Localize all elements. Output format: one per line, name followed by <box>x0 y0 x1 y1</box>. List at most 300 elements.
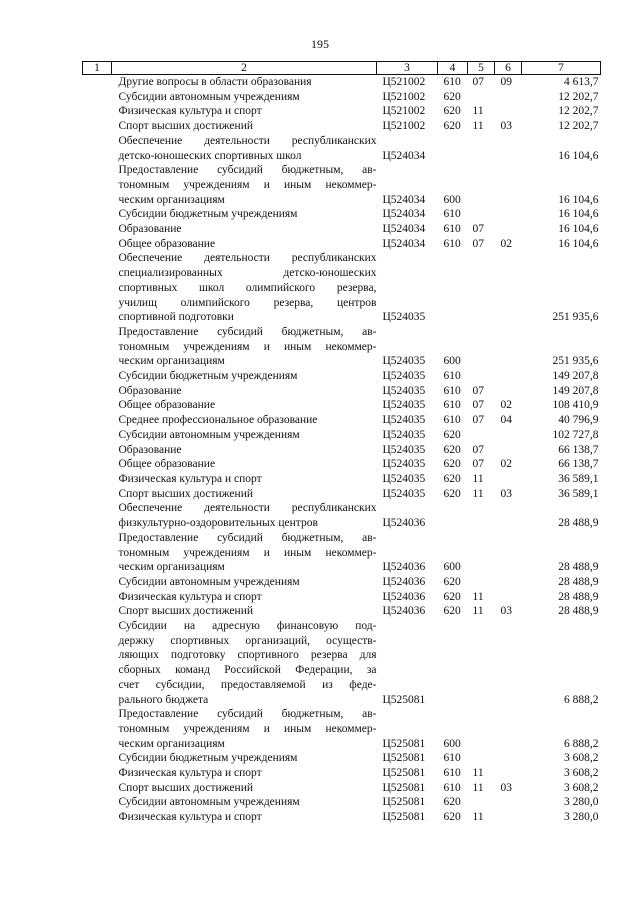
row-expense-type: 610 <box>443 370 461 383</box>
row-subsection <box>495 531 522 575</box>
table-row <box>83 75 601 90</box>
row-number-cell <box>83 795 112 810</box>
row-expense-type: 610 <box>443 208 461 221</box>
row-code: Ц524036 <box>382 561 426 574</box>
row-number-cell <box>83 810 112 825</box>
row-amount: 12 202,7 <box>558 90 599 103</box>
row-name <box>112 207 377 222</box>
row-name <box>112 795 377 810</box>
row-expense-type: 620 <box>443 590 461 603</box>
table-row <box>83 428 601 443</box>
row-name-line: Субсидии бюджетным учреждениям <box>118 370 298 383</box>
row-amount: 6 888,2 <box>564 693 599 706</box>
row-number-cell <box>83 766 112 781</box>
row-name <box>112 325 377 369</box>
row-code: Ц524036 <box>382 517 426 530</box>
row-number-cell <box>83 75 112 90</box>
row-name <box>112 237 377 252</box>
row-name <box>112 501 377 530</box>
row-section <box>468 90 495 105</box>
row-name <box>112 590 377 605</box>
row-amount: 66 138,7 <box>558 458 599 471</box>
row-amount: 40 796,9 <box>558 414 599 427</box>
row-code: Ц524036 <box>382 590 426 603</box>
row-name-line: Спорт высших достижений <box>118 781 254 794</box>
table-row <box>83 766 601 781</box>
row-subsection: 04 <box>500 414 512 427</box>
row-section <box>468 163 495 207</box>
row-amount: 16 104,6 <box>558 193 599 206</box>
row-code: Ц525081 <box>382 781 426 794</box>
row-expense-type <box>438 134 468 163</box>
row-name-line: тономным учреждениям и иным некоммер- <box>118 178 377 191</box>
row-expense-type: 610 <box>443 767 461 780</box>
header-row <box>83 62 601 75</box>
row-section <box>468 619 495 707</box>
row-section: 11 <box>472 120 484 133</box>
header-col-5: 5 <box>468 62 495 75</box>
row-number-cell <box>83 369 112 384</box>
row-name-line: Обеспечение деятельности республиканских <box>118 252 377 265</box>
row-section <box>468 751 495 766</box>
row-name-line: Субсидии автономным учреждениям <box>118 796 300 809</box>
row-name-line: ческим организациям <box>118 737 225 750</box>
table-row <box>83 575 601 590</box>
row-subsection <box>495 251 522 325</box>
row-subsection <box>495 766 522 781</box>
row-name-line: Физическая культура и спорт <box>118 472 262 485</box>
row-name <box>112 413 377 428</box>
table-row <box>83 781 601 796</box>
table-row <box>83 369 601 384</box>
table-row <box>83 501 601 530</box>
row-subsection <box>495 590 522 605</box>
row-amount: 3 280,0 <box>564 796 599 809</box>
row-number-cell <box>83 457 112 472</box>
row-code: Ц524035 <box>382 311 426 324</box>
row-amount: 3 608,2 <box>564 781 599 794</box>
row-name-line: Общее образование <box>118 458 216 471</box>
row-section: 07 <box>472 223 484 236</box>
row-subsection <box>495 104 522 119</box>
row-expense-type: 620 <box>443 472 461 485</box>
row-expense-type <box>438 251 468 325</box>
row-number-cell <box>83 325 112 369</box>
row-section: 07 <box>472 399 484 412</box>
row-name-line: Спорт высших достижений <box>118 605 254 618</box>
row-amount: 16 104,6 <box>558 208 599 221</box>
row-code: Ц524035 <box>382 472 426 485</box>
row-section <box>468 575 495 590</box>
row-amount: 12 202,7 <box>558 105 599 118</box>
row-subsection <box>495 751 522 766</box>
row-name <box>112 251 377 325</box>
row-code: Ц524034 <box>382 149 426 162</box>
row-section: 11 <box>472 590 484 603</box>
header-col-6: 6 <box>495 62 522 75</box>
page-number: 195 <box>311 37 329 51</box>
row-number-cell <box>83 575 112 590</box>
row-name-line: Физическая культура и спорт <box>118 767 262 780</box>
row-amount: 108 410,9 <box>552 399 599 412</box>
row-section: 11 <box>472 605 484 618</box>
row-code: Ц524034 <box>382 193 426 206</box>
row-amount: 149 207,8 <box>552 370 599 383</box>
row-expense-type <box>438 619 468 707</box>
row-name-line: Обеспечение деятельности республиканских <box>118 134 377 147</box>
row-number-cell <box>83 531 112 575</box>
row-number-cell <box>83 428 112 443</box>
row-subsection: 02 <box>500 237 512 250</box>
row-amount: 4 613,7 <box>564 76 599 88</box>
row-subsection: 02 <box>500 399 512 412</box>
row-number-cell <box>83 619 112 707</box>
row-section: 11 <box>472 105 484 118</box>
row-name-line: Предоставление субсидий бюджетным, ав- <box>118 708 377 721</box>
row-name-line: держку спортивных организаций, осуществ- <box>118 634 377 647</box>
row-expense-type: 620 <box>443 458 461 471</box>
row-name-line: Спорт высших достижений <box>118 120 254 133</box>
row-expense-type: 620 <box>443 575 461 588</box>
row-number-cell <box>83 384 112 399</box>
row-number-cell <box>83 398 112 413</box>
row-section: 11 <box>472 767 484 780</box>
row-code: Ц525081 <box>382 737 426 750</box>
row-number-cell <box>83 501 112 530</box>
row-code: Ц524035 <box>382 414 426 427</box>
row-subsection: 02 <box>500 458 512 471</box>
row-name-line: Общее образование <box>118 237 216 250</box>
row-subsection <box>495 428 522 443</box>
row-name <box>112 222 377 237</box>
row-name <box>112 384 377 399</box>
row-expense-type: 610 <box>443 76 461 88</box>
table-row <box>83 237 601 252</box>
table-row <box>83 104 601 119</box>
row-code: Ц524035 <box>382 355 426 368</box>
row-number-cell <box>83 590 112 605</box>
row-name <box>112 619 377 707</box>
row-amount: 12 202,7 <box>558 120 599 133</box>
row-name <box>112 766 377 781</box>
row-subsection <box>495 90 522 105</box>
row-section: 07 <box>472 237 484 250</box>
row-subsection <box>495 810 522 825</box>
row-name-line: тономным учреждениям и иным некоммер- <box>118 546 377 559</box>
row-expense-type: 620 <box>443 443 461 456</box>
row-subsection <box>495 575 522 590</box>
row-section: 11 <box>472 811 484 824</box>
row-amount: 251 935,6 <box>552 311 599 324</box>
row-section: 07 <box>472 76 484 88</box>
row-amount: 28 488,9 <box>558 561 599 574</box>
row-subsection: 03 <box>500 781 512 794</box>
row-amount: 16 104,6 <box>558 149 599 162</box>
row-subsection <box>495 369 522 384</box>
row-section <box>468 251 495 325</box>
row-code: Ц525081 <box>382 811 426 824</box>
row-code: Ц525081 <box>382 767 426 780</box>
row-number-cell <box>83 207 112 222</box>
row-section <box>468 369 495 384</box>
row-code: Ц524035 <box>382 428 426 441</box>
row-name <box>112 119 377 134</box>
row-subsection: 03 <box>500 605 512 618</box>
row-number-cell <box>83 781 112 796</box>
table-row <box>83 222 601 237</box>
row-expense-type: 620 <box>443 811 461 824</box>
table-row <box>83 457 601 472</box>
row-section: 11 <box>472 781 484 794</box>
row-amount: 66 138,7 <box>558 443 599 456</box>
table-row <box>83 531 601 575</box>
row-name-line: Субсидии на адресную финансовую под- <box>118 620 377 633</box>
row-name <box>112 428 377 443</box>
row-amount: 16 104,6 <box>558 223 599 236</box>
table-row <box>83 795 601 810</box>
row-amount: 251 935,6 <box>552 355 599 368</box>
row-code: Ц524035 <box>382 487 426 500</box>
row-number-cell <box>83 443 112 458</box>
row-subsection <box>495 384 522 399</box>
row-code: Ц521002 <box>382 76 426 88</box>
table-row <box>83 163 601 207</box>
row-amount: 36 589,1 <box>558 487 599 500</box>
row-name <box>112 104 377 119</box>
row-code: Ц524035 <box>382 443 426 456</box>
row-code: Ц525081 <box>382 796 426 809</box>
budget-table <box>82 61 601 825</box>
row-name-line: физкультурно-оздоровительных центров <box>118 517 318 530</box>
row-amount: 28 488,9 <box>558 605 599 618</box>
row-name-line: рального бюджета <box>118 693 209 706</box>
row-name-line: Образование <box>118 443 182 456</box>
row-name-line: Образование <box>118 384 182 397</box>
row-name-line: Физическая культура и спорт <box>118 811 262 824</box>
table-row <box>83 604 601 619</box>
row-name <box>112 90 377 105</box>
table-row <box>83 325 601 369</box>
row-subsection <box>495 134 522 163</box>
row-amount: 3 280,0 <box>564 811 599 824</box>
table-row <box>83 119 601 134</box>
row-number-cell <box>83 251 112 325</box>
row-name-line: ляющих подготовку спортивного резерва для <box>118 649 377 662</box>
row-name-line: Субсидии автономным учреждениям <box>118 575 300 588</box>
row-name-line: Субсидии автономным учреждениям <box>118 428 300 441</box>
table-row <box>83 590 601 605</box>
row-name-line: Предоставление субсидий бюджетным, ав- <box>118 531 377 544</box>
row-subsection <box>495 325 522 369</box>
row-name-line: ческим организациям <box>118 193 225 206</box>
row-expense-type <box>438 501 468 530</box>
row-expense-type: 620 <box>443 90 461 103</box>
row-name <box>112 369 377 384</box>
row-code: Ц524036 <box>382 575 426 588</box>
row-code: Ц524035 <box>382 458 426 471</box>
row-amount: 102 727,8 <box>552 428 599 441</box>
row-code: Ц524034 <box>382 223 426 236</box>
row-number-cell <box>83 472 112 487</box>
table-row <box>83 90 601 105</box>
table-row <box>83 251 601 325</box>
row-name <box>112 75 377 90</box>
row-code: Ц521002 <box>382 120 426 133</box>
row-expense-type: 600 <box>443 355 461 368</box>
row-name <box>112 575 377 590</box>
row-expense-type: 610 <box>443 414 461 427</box>
row-expense-type: 600 <box>443 193 461 206</box>
row-section <box>468 428 495 443</box>
row-expense-type: 620 <box>443 105 461 118</box>
row-section <box>468 707 495 751</box>
row-expense-type: 620 <box>443 428 461 441</box>
row-section: 07 <box>472 414 484 427</box>
row-section: 11 <box>472 487 484 500</box>
row-amount: 28 488,9 <box>558 590 599 603</box>
row-name-line: Физическая культура и спорт <box>118 590 262 603</box>
row-amount: 6 888,2 <box>564 737 599 750</box>
table-row <box>83 487 601 502</box>
row-section <box>468 134 495 163</box>
row-code: Ц525081 <box>382 752 426 765</box>
row-name-line: Спорт высших достижений <box>118 487 254 500</box>
row-subsection <box>495 472 522 487</box>
row-expense-type: 600 <box>443 737 461 750</box>
row-name-line: счет субсидии, предоставляемой из феде- <box>118 678 377 691</box>
row-amount: 36 589,1 <box>558 472 599 485</box>
row-amount: 3 608,2 <box>564 752 599 765</box>
row-section: 07 <box>472 443 484 456</box>
row-section <box>468 531 495 575</box>
row-expense-type: 620 <box>443 605 461 618</box>
row-code: Ц524035 <box>382 399 426 412</box>
row-name <box>112 443 377 458</box>
row-subsection: 03 <box>500 120 512 133</box>
row-code: Ц521002 <box>382 105 426 118</box>
row-name-line: Субсидии автономным учреждениям <box>118 90 300 103</box>
row-name-line: Среднее профессиональное образование <box>118 414 318 427</box>
row-section <box>468 501 495 530</box>
row-name <box>112 487 377 502</box>
row-name-line: спортивной подготовки <box>118 311 234 324</box>
row-section: 07 <box>472 384 484 397</box>
row-section: 07 <box>472 458 484 471</box>
row-name-line: Другие вопросы в области образования <box>118 76 312 88</box>
row-name <box>112 457 377 472</box>
table-row <box>83 810 601 825</box>
table-row <box>83 472 601 487</box>
row-subsection <box>495 619 522 707</box>
row-name-line: Субсидии бюджетным учреждениям <box>118 208 298 221</box>
row-number-cell <box>83 222 112 237</box>
row-expense-type: 620 <box>443 120 461 133</box>
row-name <box>112 810 377 825</box>
row-number-cell <box>83 90 112 105</box>
row-subsection <box>495 222 522 237</box>
row-name-line: тономным учреждениям и иным некоммер- <box>118 340 377 353</box>
row-amount: 3 608,2 <box>564 767 599 780</box>
header-col-7: 7 <box>522 62 601 75</box>
row-name-line: ческим организациям <box>118 355 225 368</box>
row-code: Ц525081 <box>382 693 426 706</box>
table-row <box>83 384 601 399</box>
header-col-1: 1 <box>83 62 112 75</box>
table-row <box>83 443 601 458</box>
table-row <box>83 413 601 428</box>
row-name-line: Субсидии бюджетным учреждениям <box>118 752 298 765</box>
row-expense-type: 620 <box>443 796 461 809</box>
row-name <box>112 134 377 163</box>
row-name <box>112 707 377 751</box>
row-name-line: Обеспечение деятельности республиканских <box>118 502 377 515</box>
row-subsection: 03 <box>500 487 512 500</box>
row-name-line: сборных команд Российской Федерации, за <box>118 664 377 677</box>
row-subsection <box>495 207 522 222</box>
row-number-cell <box>83 707 112 751</box>
table-row <box>83 207 601 222</box>
row-number-cell <box>83 104 112 119</box>
table-body <box>83 75 601 825</box>
row-subsection: 09 <box>500 76 512 88</box>
row-code: Ц524034 <box>382 208 426 221</box>
table-row <box>83 619 601 707</box>
row-number-cell <box>83 163 112 207</box>
row-code: Ц524034 <box>382 237 426 250</box>
row-subsection <box>495 501 522 530</box>
row-name-line: специализированных детско-юношеских <box>118 267 377 280</box>
row-name <box>112 531 377 575</box>
row-number-cell <box>83 751 112 766</box>
row-section <box>468 325 495 369</box>
row-amount: 149 207,8 <box>552 384 599 397</box>
row-subsection <box>495 795 522 810</box>
row-subsection <box>495 707 522 751</box>
row-amount: 28 488,9 <box>558 575 599 588</box>
row-expense-type: 620 <box>443 487 461 500</box>
row-name-line: спортивных школ олимпийского резерва, <box>118 281 377 294</box>
row-name-line: Предоставление субсидий бюджетным, ав- <box>118 164 377 177</box>
row-name-line: Физическая культура и спорт <box>118 105 262 118</box>
row-name <box>112 398 377 413</box>
row-name-line: Образование <box>118 223 182 236</box>
row-name-line: тономным учреждениям и иным некоммер- <box>118 722 377 735</box>
row-expense-type: 610 <box>443 384 461 397</box>
row-amount: 16 104,6 <box>558 237 599 250</box>
row-name <box>112 604 377 619</box>
row-name <box>112 751 377 766</box>
row-name-line: училищ олимпийского резерва, центров <box>118 296 377 309</box>
row-code: Ц524036 <box>382 605 426 618</box>
row-name <box>112 472 377 487</box>
row-expense-type: 610 <box>443 399 461 412</box>
row-subsection <box>495 443 522 458</box>
row-name <box>112 781 377 796</box>
header-col-3: 3 <box>377 62 438 75</box>
row-name-line: детско-юношеских спортивных школ <box>118 149 302 162</box>
row-section: 11 <box>472 472 484 485</box>
table-row <box>83 751 601 766</box>
row-name-line: Предоставление субсидий бюджетным, ав- <box>118 325 377 338</box>
row-number-cell <box>83 487 112 502</box>
row-name-line: Общее образование <box>118 399 216 412</box>
row-expense-type: 610 <box>443 237 461 250</box>
row-section <box>468 795 495 810</box>
row-code: Ц521002 <box>382 90 426 103</box>
row-subsection <box>495 163 522 207</box>
row-expense-type: 610 <box>443 223 461 236</box>
row-expense-type: 600 <box>443 561 461 574</box>
